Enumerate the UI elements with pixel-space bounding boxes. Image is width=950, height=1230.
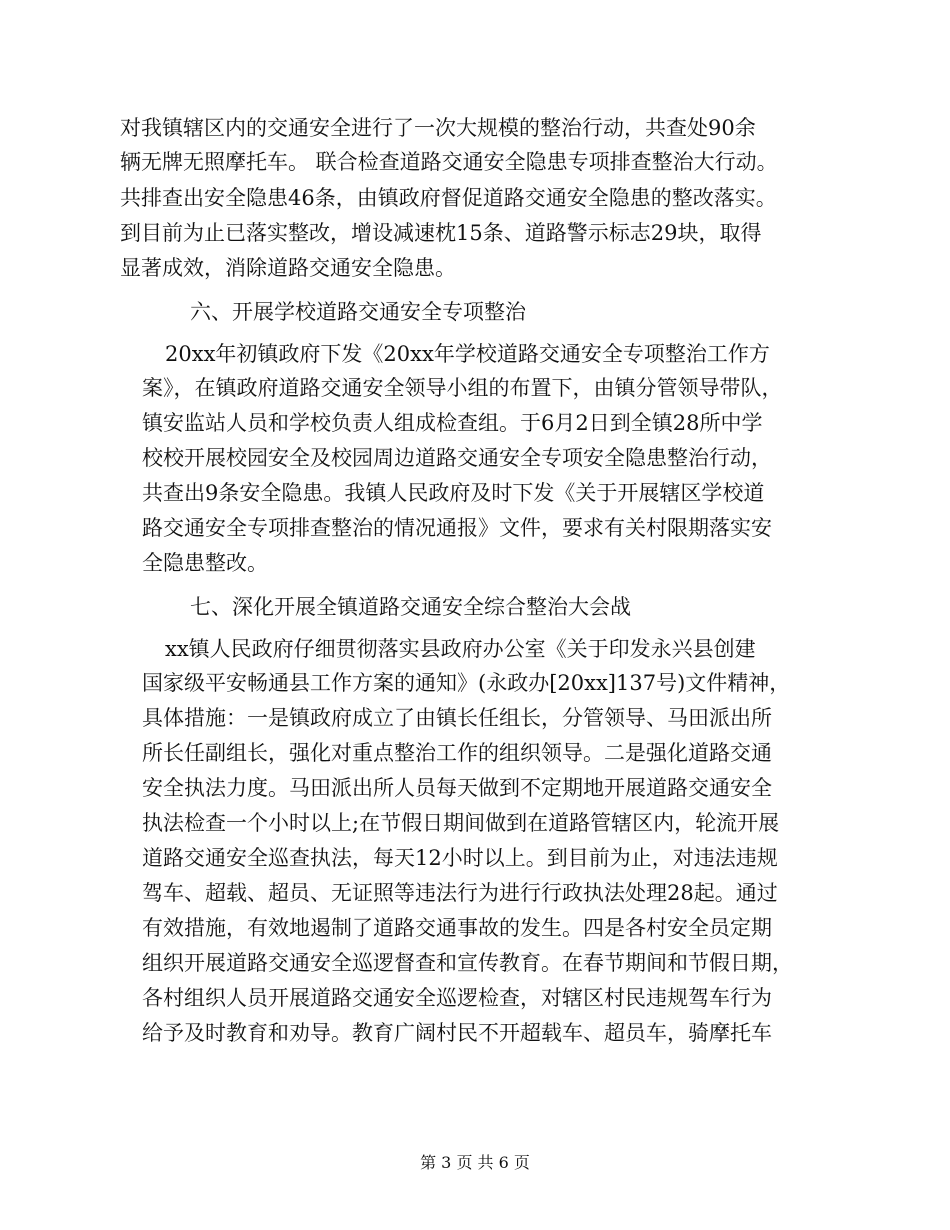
body-line: 安全执法力度。马田派出所人员每天做到不定期地开展道路交通安全 xyxy=(142,776,772,800)
body-line: 具体措施：一是镇政府成立了由镇长任组长，分管领导、马田派出所 xyxy=(142,706,772,730)
body-line: 到目前为止已落实整改，增设减速枕15条、道路警示标志29块，取得 xyxy=(120,221,762,245)
body-line: 显著成效，消除道路交通安全隐患。 xyxy=(120,256,456,280)
body-line: 共排查出安全隐患46条，由镇政府督促道路交通安全隐患的整改落实。 xyxy=(120,186,777,210)
section-heading: 七、深化开展全镇道路交通安全综合整治大会战 xyxy=(190,595,631,619)
page-number-footer: 第 3 页 共 6 页 xyxy=(420,1153,530,1172)
body-line: 校校开展校园安全及校园周边道路交通安全专项安全隐患整治行动， xyxy=(142,446,772,470)
body-line: 道路交通安全巡查执法，每天12小时以上。到目前为止，对违法违规 xyxy=(142,846,778,870)
body-line: 对我镇辖区内的交通安全进行了一次大规模的整治行动，共查处90余 xyxy=(120,116,756,140)
body-line: 案》，在镇政府道路交通安全领导小组的布置下，由镇分管领导带队， xyxy=(142,376,783,400)
body-line: 给予及时教育和劝导。教育广阔村民不开超载车、超员车，骑摩托车 xyxy=(142,1021,772,1045)
section-heading: 六、开展学校道路交通安全专项整治 xyxy=(190,300,526,324)
body-line: 辆无牌无照摩托车。 联合检查道路交通安全隐患专项排查整治大行动。 xyxy=(120,150,778,174)
body-line: 国家级平安畅通县工作方案的通知》(永政办[20xx]137号)文件精神， xyxy=(142,671,791,695)
body-line: 20xx年初镇政府下发《20xx年学校道路交通安全专项整治工作方 xyxy=(165,342,770,366)
body-line: 共查出9条安全隐患。我镇人民政府及时下发《关于开展辖区学校道 xyxy=(142,481,765,505)
body-line: 有效措施，有效地遏制了道路交通事故的发生。四是各村安全员定期 xyxy=(142,916,772,940)
body-line: 镇安监站人员和学校负责人组成检查组。于6月2日到全镇28所中学 xyxy=(142,411,763,435)
body-line: 组织开展道路交通安全巡逻督查和宣传教育。在春节期间和节假日期， xyxy=(142,951,793,975)
body-line: 各村组织人员开展道路交通安全巡逻检查，对辖区村民违规驾车行为 xyxy=(142,986,772,1010)
body-line: 驾车、超载、超员、无证照等违法行为进行行政执法处理28起。通过 xyxy=(142,881,778,905)
body-line: 路交通安全专项排查整治的情况通报》文件，要求有关村限期落实安 xyxy=(142,516,772,540)
body-line: xx镇人民政府仔细贯彻落实县政府办公室《关于印发永兴县创建 xyxy=(165,637,756,661)
body-line: 全隐患整改。 xyxy=(142,551,268,575)
body-line: 所长任副组长，强化对重点整治工作的组织领导。二是强化道路交通 xyxy=(142,741,772,765)
body-line: 执法检查一个小时以上;在节假日期间做到在道路管辖区内，轮流开展 xyxy=(142,811,780,835)
